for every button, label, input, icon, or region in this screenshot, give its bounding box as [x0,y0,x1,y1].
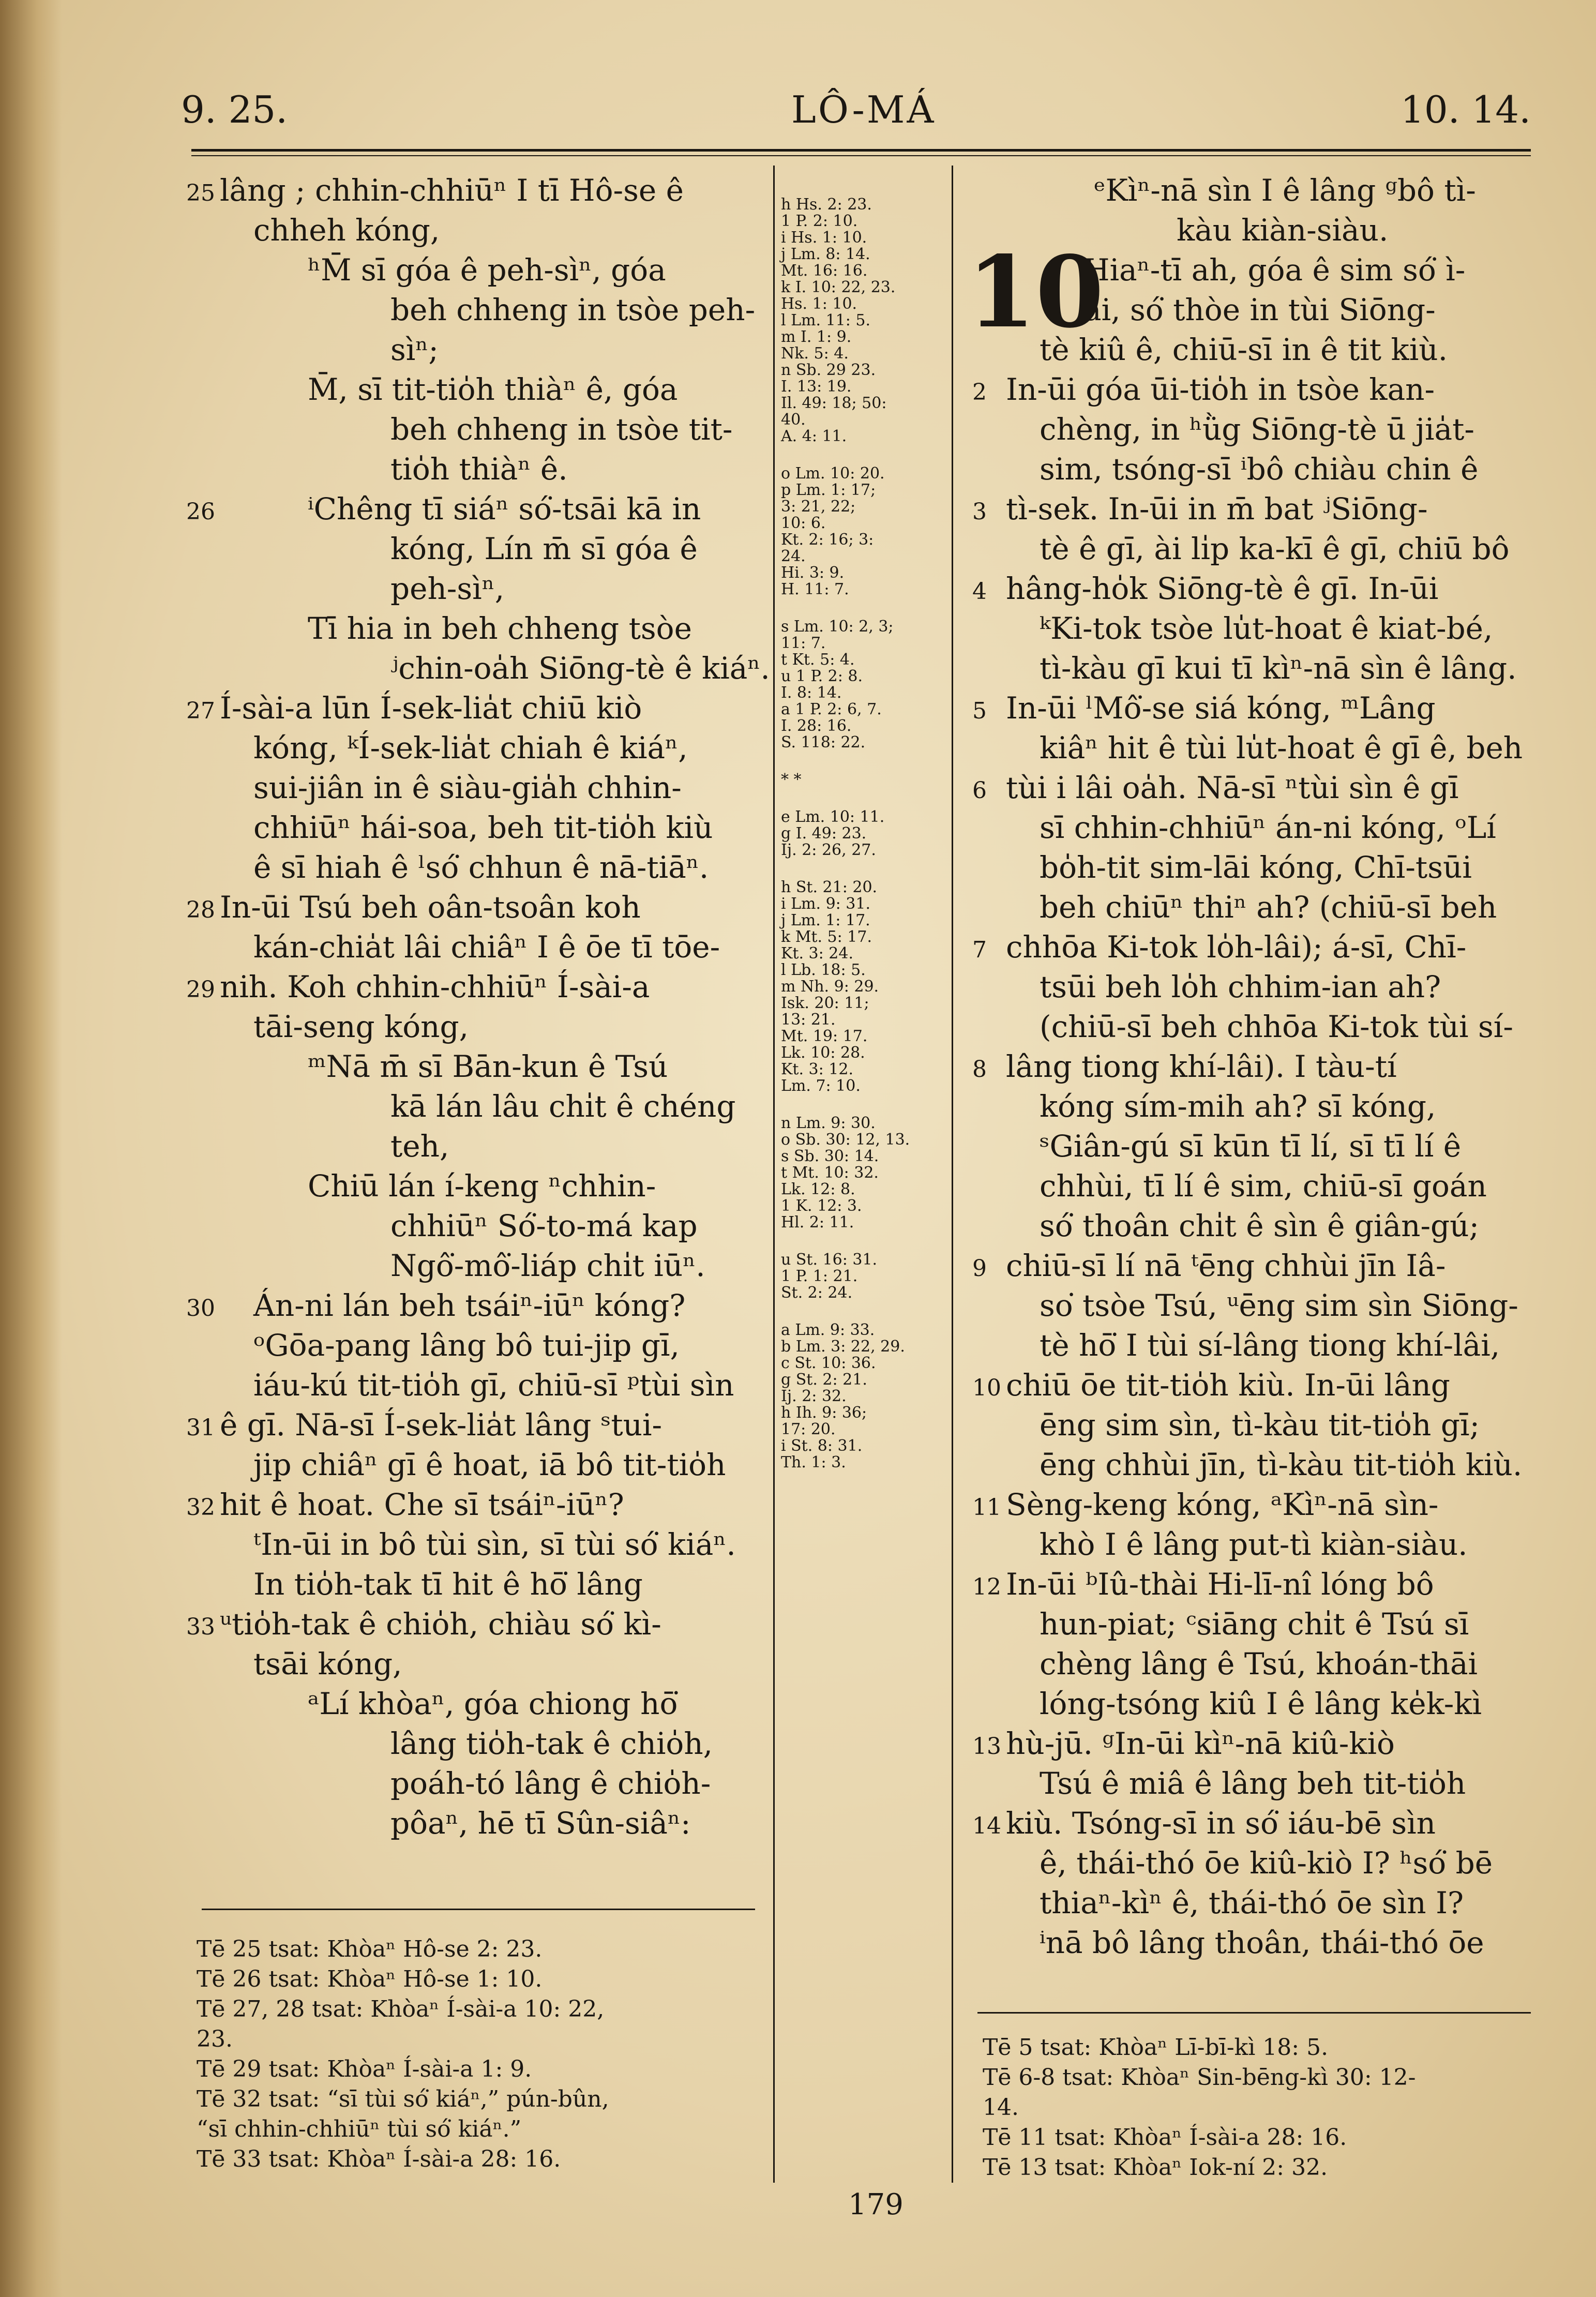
verse-text: tè hō͘ I tùi sí-lâng tiong khí-lâi, [1040,1328,1500,1363]
verse-text: khò I ê lâng put-tì kiàn-siàu. [1040,1527,1468,1562]
verse-text: poáh-tó lâng ê chio̍h- [390,1766,711,1801]
text-line [972,1365,1541,1405]
cross-reference: 1 K. 12: 3. [781,1197,862,1215]
footnote-line: Tē 11 tsat: Khòaⁿ Í-sài-a 28: 16. [983,2124,1347,2151]
verse-text: kóng, ᵏÍ-sek-lia̍t chiah ê kiáⁿ, [253,730,688,765]
verse-text: Chiū lán í-keng ⁿchhin- [308,1168,656,1204]
verse-text: hù-jū. ᵍIn-ūi kìⁿ-nā kiû-kiò [1006,1726,1395,1761]
verse-text: tè ê gī, ài li̍p ka-kī ê gī, chiū bô [1040,531,1510,566]
cross-reference: Hl. 2: 11. [781,1213,854,1232]
cross-reference-column [781,197,946,2136]
cross-reference: Kt. 3: 12. [781,1060,853,1078]
verse-text: hit ê hoat. Che sī tsáiⁿ-iūⁿ? [220,1487,624,1522]
verse-text: lâng ; chhin-chhiūⁿ I tī Hô-se ê [220,173,684,208]
cross-reference: n Sb. 29 23. [781,361,876,379]
verse-text: ᵒGōa-pang lâng bô tui-jip gī, [253,1328,680,1363]
text-line [186,1127,765,1166]
cross-reference: Hi. 3: 9. [781,564,845,582]
verse-text: chhiūⁿ hái-soa, beh tit-tio̍h kiù [253,810,713,845]
footnote-line: Tē 27, 28 tsat: Khòaⁿ Í-sài-a 10: 22, [197,1996,605,2022]
verse-text: chhùi, tī lí ê sim, chiū-sī goán [1040,1168,1487,1204]
verse-text: Ngô͘-mô͘-liáp chi̍t iūⁿ. [390,1248,705,1283]
verse-text: chèng, in ʰǜg Siōng-tè ū jia̍t- [1040,412,1475,447]
text-line [972,688,1541,728]
verse-text: bo̍h-tit sim-lāi kóng, Chī-tsūi [1040,850,1472,885]
header-right-ref: 10. 14. [1401,88,1531,131]
verse-text: lóng-tsóng kiû I ê lâng ke̍k-kì [1040,1686,1482,1721]
cross-reference: p Lm. 1: 17; [781,481,876,499]
margin-gap [781,598,946,619]
footnote-rule-left [202,1909,755,1910]
margin-gap [781,751,946,772]
cross-reference: b Lm. 3: 22, 29. [781,1338,905,1356]
cross-reference: t Kt. 5: 4. [781,651,855,669]
verse-text: Tī hia in beh chheng tsòe [308,611,692,646]
verse-text: In tio̍h-tak tī hit ê hō͘ lâng [253,1567,643,1602]
verse-text: sī chhin-chhiūⁿ án-ni kóng, ᵒLí [1040,810,1496,845]
text-line [186,1604,765,1644]
verse-number: 2 [972,379,987,406]
verse-text: ᵗIn-ūi in bô tùi sìn, sī tùi só͘ kiáⁿ. [253,1527,736,1562]
book-title: LÔ-MÁ [791,88,936,131]
verse-number: 11 [972,1494,1001,1521]
text-line [972,449,1541,489]
cross-reference: 3: 21, 22; [781,498,856,516]
text-line [186,1684,765,1724]
verse-text: ᵘtio̍h-tak ê chio̍h, chiàu só͘ kì- [220,1607,661,1642]
verse-number: 33 [186,1614,215,1640]
text-line [972,1843,1541,1883]
text-line [186,808,765,848]
text-line [186,529,765,569]
text-line [186,1485,765,1525]
footnote-line: Tē 13 tsat: Khòaⁿ Iok-ní 2: 32. [983,2154,1328,2181]
cross-reference: Mt. 16: 16. [781,262,868,280]
verse-text: ēng sim sìn, tì-kàu tit-tio̍h gī; [1040,1407,1480,1443]
margin-gap [781,1094,946,1115]
text-line [972,1764,1541,1804]
text-line [972,1485,1541,1525]
cross-reference: k I. 10: 22, 23. [781,278,896,296]
cross-reference: * * [781,771,802,789]
footnote-line: Tē 5 tsat: Khòaⁿ Lī-bī-kì 18: 5. [983,2034,1329,2061]
verse-text: lâng tiong khí-lâi). I tàu-tí [1006,1049,1397,1084]
text-line [186,211,765,250]
page-number: 179 [848,2188,904,2221]
text-line [972,1525,1541,1565]
verse-number: 9 [972,1255,987,1282]
verse-text: tsāi kóng, [253,1646,402,1682]
text-line [186,688,765,728]
left-text-column [186,171,770,1883]
cross-reference: k Mt. 5: 17. [781,928,872,946]
verse-text: iáu-kú tit-tio̍h gī, chiū-sī ᵖtùi sìn [253,1368,734,1403]
header-rule [191,149,1531,152]
cross-reference: A. 4: 11. [781,427,847,445]
text-line [972,1804,1541,1843]
column-divider-left [773,166,775,2183]
verse-text: kiù. Tsóng-sī in só͘ iáu-bē sìn [1006,1806,1436,1841]
book-gutter [0,0,62,2297]
cross-reference: i Hs. 1: 10. [781,229,867,247]
verse-text: sìⁿ; [390,332,439,367]
text-line [972,1644,1541,1684]
cross-reference: 40. [781,411,806,429]
text-line [972,1166,1541,1206]
text-line [972,1923,1541,1963]
text-line [186,1764,765,1804]
verse-number: 4 [972,578,987,605]
margin-gap [781,859,946,879]
running-header [181,88,1531,145]
margin-gap [781,1231,946,1252]
cross-reference: Il. 49: 18; 50: [781,394,887,412]
verse-text: sim, tsóng-sī ⁱbô chiàu chin ê [1040,452,1479,487]
verse-text: kóng sím-mih ah? sī kóng, [1040,1089,1436,1124]
text-line [186,1405,765,1445]
text-line [972,1246,1541,1286]
text-line [972,927,1541,967]
cross-reference: o Lm. 10: 20. [781,464,885,483]
verse-text: pôaⁿ, hē tī Sûn-siâⁿ: [390,1806,691,1841]
margin-gap [781,1301,946,1322]
verse-text: lâng tio̍h-tak ê chio̍h, [390,1726,713,1761]
text-line [972,808,1541,848]
cross-reference: I. 13: 19. [781,378,852,396]
right-text-column [972,171,1541,1976]
cross-reference: s Lm. 10: 2, 3; [781,618,894,636]
verse-text: tāi-seng kóng, [253,1009,469,1044]
verse-text: tè kiû ê, chiū-sī in ê tit kiù. [1040,332,1448,367]
verse-number: 31 [186,1415,215,1441]
text-line [186,250,765,290]
verse-text: In-ūi ˡMô͘-se siá kóng, ᵐLâng [1006,690,1436,726]
cross-reference: Th. 1: 3. [781,1453,846,1472]
verse-text: chheh kóng, [253,213,440,248]
cross-reference: 24. [781,547,806,565]
verse-text: nih. Koh chhin-chhiūⁿ Í-sài-a [220,969,650,1004]
verse-text: hâng-ho̍k Siōng-tè ê gī. In-ūi [1006,571,1439,606]
cross-reference: t Mt. 10: 32. [781,1164,879,1182]
verse-number: 26 [186,499,215,525]
cross-reference: l Lb. 18: 5. [781,961,866,979]
text-line [972,1565,1541,1604]
text-line [186,370,765,410]
cross-reference: l Lm. 11: 5. [781,311,871,329]
verse-text: chiū-sī lí nā ᵗēng chhùi jīn Iâ- [1006,1248,1446,1283]
footnote-line: Tē 33 tsat: Khòaⁿ Í-sài-a 28: 16. [197,2146,561,2172]
cross-reference: Lm. 7: 10. [781,1077,861,1095]
margin-gap [781,445,946,466]
cross-reference: e Lm. 10: 11. [781,808,885,826]
text-line [186,1644,765,1684]
verse-number: 10 [972,1375,1001,1401]
verse-text: tio̍h thiàⁿ ê. [390,452,568,487]
cross-reference: Mt. 19: 17. [781,1027,868,1045]
text-line [186,1047,765,1087]
footnote-line: 23. [197,2026,233,2052]
text-line [186,290,765,330]
cross-reference: Kt. 2: 16; 3: [781,531,874,549]
text-line [972,1604,1541,1644]
cross-reference: h Hs. 2: 23. [781,196,872,214]
verse-text: ê sī hiah ê ˡsó͘ chhun ê nā-tiāⁿ. [253,850,709,885]
verse-number: 3 [972,499,987,525]
text-line [186,967,765,1007]
verse-text: ᵉKìⁿ-nā sìn I ê lâng ᵍbô tì- [1094,173,1476,208]
cross-reference: H. 11: 7. [781,580,849,598]
text-line [972,1206,1541,1246]
text-line [186,728,765,768]
verse-text: In-ūi góa ūi-tio̍h in tsòe kan- [1006,372,1435,407]
footnote-line: 14. [983,2094,1019,2121]
cross-reference: a Lm. 9: 33. [781,1321,875,1339]
text-line [972,370,1541,410]
cross-reference: m Nh. 9: 29. [781,978,879,996]
text-line [972,1087,1541,1127]
cross-reference: g I. 49: 23. [781,824,867,843]
margin-gap [781,788,946,809]
text-line [972,1047,1541,1087]
text-line [972,569,1541,609]
text-line [972,1724,1541,1764]
verse-text: chèng lâng ê Tsú, khoán-thāi [1040,1646,1478,1682]
text-line [972,888,1541,927]
verse-text: chhiūⁿ Só͘-to-má kap [390,1208,698,1243]
text-line [972,967,1541,1007]
verse-text: Án-ni lán beh tsáiⁿ-iūⁿ kóng? [253,1288,686,1323]
verse-text: hun-piat; ᶜsiāng chi̍t ê Tsú sī [1040,1607,1469,1642]
verse-number: 30 [186,1295,215,1322]
verse-text: Hiaⁿ-tī ah, góa ê sim só͘ ì- [1083,252,1466,288]
verse-text: tsūi beh lo̍h chhim-ian ah? [1040,969,1441,1004]
verse-number: 25 [186,180,215,206]
text-line [972,609,1541,649]
verse-text: sui-jiân in ê siàu-gia̍h chhin- [253,770,682,805]
cross-reference: i Lm. 9: 31. [781,895,871,913]
text-line [186,888,765,927]
text-line [972,728,1541,768]
cross-reference: m I. 1: 9. [781,328,852,346]
text-line [972,848,1541,888]
cross-reference: j Lm. 8: 14. [781,245,870,263]
verse-text: ê gī. Nā-sī Í-sek-lia̍t lâng ˢtui- [220,1407,663,1443]
text-line [186,449,765,489]
cross-reference: Hs. 1: 10. [781,295,857,313]
cross-reference: St. 2: 24. [781,1284,853,1302]
verse-text: Í-sài-a lūn Í-sek-lia̍t chiū kiò [220,690,642,726]
text-line [186,848,765,888]
verse-text: chiū ōe tit-tio̍h kiù. In-ūi lâng [1006,1368,1450,1403]
text-line [186,1166,765,1206]
verse-number: 14 [972,1813,1001,1839]
footnote-line: Tē 32 tsat: “sī tùi só͘ kiáⁿ,” pún-bûn, [197,2086,609,2112]
text-line [186,1804,765,1843]
cross-reference: I. 8: 14. [781,684,842,702]
verse-number: 27 [186,698,215,724]
chapter-number: 10 [967,234,1104,350]
cross-reference: j Lm. 1: 17. [781,911,870,929]
cross-reference: Ij. 2: 32. [781,1387,847,1405]
cross-reference: g St. 2: 21. [781,1371,867,1389]
cross-reference: Kt. 3: 24. [781,944,853,963]
verse-text: ᵃLí khòaⁿ, góa chiong hō͘ [308,1686,678,1721]
text-line [972,1883,1541,1923]
verse-text: só͘ thoân chi̍t ê sìn ê giân-gú; [1040,1208,1480,1243]
verse-text: Sèng-keng kóng, ᵃKìⁿ-nā sìn- [1006,1487,1439,1522]
text-line [186,1365,765,1405]
cross-reference: h Ih. 9: 36; [781,1404,867,1422]
verse-number: 32 [186,1494,215,1521]
text-line [186,1087,765,1127]
text-line [972,529,1541,569]
verse-text: ê, thái-thó ōe kiû-kiò I? ʰsó͘ bē [1040,1845,1493,1881]
text-line [186,927,765,967]
cross-reference: c St. 10: 36. [781,1354,876,1372]
text-line [972,489,1541,529]
cross-reference: Isk. 20: 11; [781,994,869,1012]
verse-text: kā lán lâu chi̍t ê chéng [390,1089,736,1124]
verse-text: ⁱnā bô lâng thoân, thái-thó ōe [1040,1925,1484,1960]
verse-text: peh-sìⁿ, [390,571,505,606]
verse-number: 7 [972,937,987,963]
text-line [972,1684,1541,1724]
text-line [186,1246,765,1286]
footnote-line: Tē 29 tsat: Khòaⁿ Í-sài-a 1: 9. [197,2056,532,2082]
verse-text: (chiū-sī beh chhōa Ki-tok tùi sí- [1040,1009,1513,1044]
cross-reference: S. 118: 22. [781,733,866,752]
header-rule-thin [191,155,1531,156]
text-line [186,569,765,609]
verse-number: 28 [186,897,215,923]
verse-text: tì-kàu gī kui tī kìⁿ-nā sìn ê lâng. [1040,651,1517,686]
cross-reference: Ij. 2: 26, 27. [781,841,876,859]
verse-text: ˢGiân-gú sī kūn tī lí, sī tī lí ê [1040,1129,1462,1164]
verse-text: thiaⁿ-kìⁿ ê, thái-thó ōe sìn I? [1040,1885,1464,1920]
verse-text: In-ūi Tsú beh oân-tsoân koh [220,890,641,925]
footnote-line: Tē 6-8 tsat: Khòaⁿ Sin-bēng-kì 30: 12- [983,2064,1416,2091]
column-divider-right [952,166,953,2183]
footnotes-left [197,1934,765,2172]
verse-text: ᵏKi-tok tsòe lu̍t-hoat ê kiat-bé, [1040,611,1493,646]
text-line [186,410,765,449]
verse-text: ʲchin-oa̍h Siōng-tè ê kiáⁿ. [390,651,770,686]
text-line [972,1007,1541,1047]
cross-reference: a 1 P. 2: 6, 7. [781,700,882,718]
text-line [186,1007,765,1047]
verse-text: beh chiūⁿ thiⁿ ah? (chiū-sī beh [1040,890,1497,925]
verse-number: 13 [972,1733,1001,1760]
footnote-rule-right [977,2012,1531,2014]
verse-text: M̄, sī tit-tio̍h thiàⁿ ê, góa [308,372,678,407]
cross-reference: Lk. 10: 28. [781,1044,865,1062]
cross-reference: 13: 21. [781,1011,836,1029]
text-line [186,1724,765,1764]
cross-reference: 1 P. 2: 10. [781,212,858,230]
cross-reference: 1 P. 1: 21. [781,1267,858,1285]
verse-text: tùi i lâi oa̍h. Nā-sī ⁿtùi sìn ê gī [1006,770,1459,805]
cross-reference: h St. 21: 20. [781,878,878,896]
text-line [186,1565,765,1604]
header-left-ref: 9. 25. [181,88,288,131]
verse-text: teh, [390,1129,449,1164]
text-line [186,1525,765,1565]
footnote-line: Tē 26 tsat: Khòaⁿ Hô-se 1: 10. [197,1966,543,1992]
footnotes-right [983,2033,1536,2188]
verse-text: ᵐNā m̄ sī Bān-kun ê Tsú [308,1049,668,1084]
cross-reference: Lk. 12: 8. [781,1180,855,1198]
text-line [972,1326,1541,1365]
text-line [972,1127,1541,1166]
text-line [972,171,1541,211]
verse-text: beh chheng in tsòe peh- [390,292,756,327]
text-line [186,171,765,211]
cross-reference: u 1 P. 2: 8. [781,667,863,685]
cross-reference: I. 28: 16. [781,717,852,735]
verse-text: so͘ tsòe Tsú, ᵘēng sim sìn Siōng- [1040,1288,1518,1323]
verse-text: kàu kiàn-siàu. [1177,213,1389,248]
text-line [972,410,1541,449]
cross-reference: 11: 7. [781,634,826,652]
text-line [972,1445,1541,1485]
text-line [186,1286,765,1326]
text-line [186,609,765,649]
verse-text: In-ūi ᵇIû-thài Hi-lī-nî lóng bô [1006,1567,1434,1602]
text-line [972,768,1541,808]
verse-text: tì-sek. In-ūi in m̄ bat ʲSiōng- [1006,491,1428,527]
cross-reference: u St. 16: 31. [781,1251,878,1269]
verse-text: ⁱChêng tī siáⁿ só͘-tsāi kā in [308,491,701,527]
footnote-line: Tē 25 tsat: Khòaⁿ Hô-se 2: 23. [197,1936,543,1962]
cross-reference: s Sb. 30: 14. [781,1147,879,1165]
text-line [186,768,765,808]
verse-text: ēng chhùi jīn, tì-kàu tit-tio̍h kiù. [1040,1447,1523,1482]
verse-text: jip chiâⁿ gī ê hoat, iā bô tit-tio̍h [253,1447,726,1482]
text-line [186,330,765,370]
verse-text: chhōa Ki-tok lo̍h-lâi); á-sī, Chī- [1006,929,1467,965]
verse-text: beh chheng in tsòe tit- [390,412,733,447]
cross-reference: n Lm. 9: 30. [781,1114,876,1132]
text-line [186,1445,765,1485]
verse-text: kán-chia̍t lâi chiâⁿ I ê ōe tī tōe- [253,929,720,965]
verse-text: ʰM̄ sī góa ê peh-sìⁿ, góa [308,252,666,288]
verse-text: Tsú ê miâ ê lâng beh tit-tio̍h [1040,1766,1466,1801]
text-line [186,1326,765,1365]
cross-reference: 17: 20. [781,1420,836,1438]
text-line [972,1286,1541,1326]
cross-reference: Nk. 5: 4. [781,344,849,363]
verse-number: 6 [972,777,987,804]
verse-text: kóng, Lín m̄ sī góa ê [390,531,698,566]
text-line [186,489,765,529]
verse-number: 12 [972,1574,1001,1600]
cross-reference: o Sb. 30: 12, 13. [781,1131,910,1149]
verse-number: 29 [186,977,215,1003]
verse-text: kiâⁿ hit ê tùi lu̍t-hoat ê gī ê, beh [1040,730,1523,765]
footnote-line: “sī chhin-chhiūⁿ tùi só͘ kiáⁿ.” [197,2116,522,2142]
text-line [186,1206,765,1246]
cross-reference: 10: 6. [781,514,826,532]
verse-text: ài, só͘ thòe in tùi Siōng- [1083,292,1436,327]
text-line [972,1405,1541,1445]
text-line [186,649,770,688]
verse-number: 8 [972,1056,987,1083]
cross-reference: i St. 8: 31. [781,1437,863,1455]
verse-number: 5 [972,698,987,724]
text-line [972,649,1541,688]
